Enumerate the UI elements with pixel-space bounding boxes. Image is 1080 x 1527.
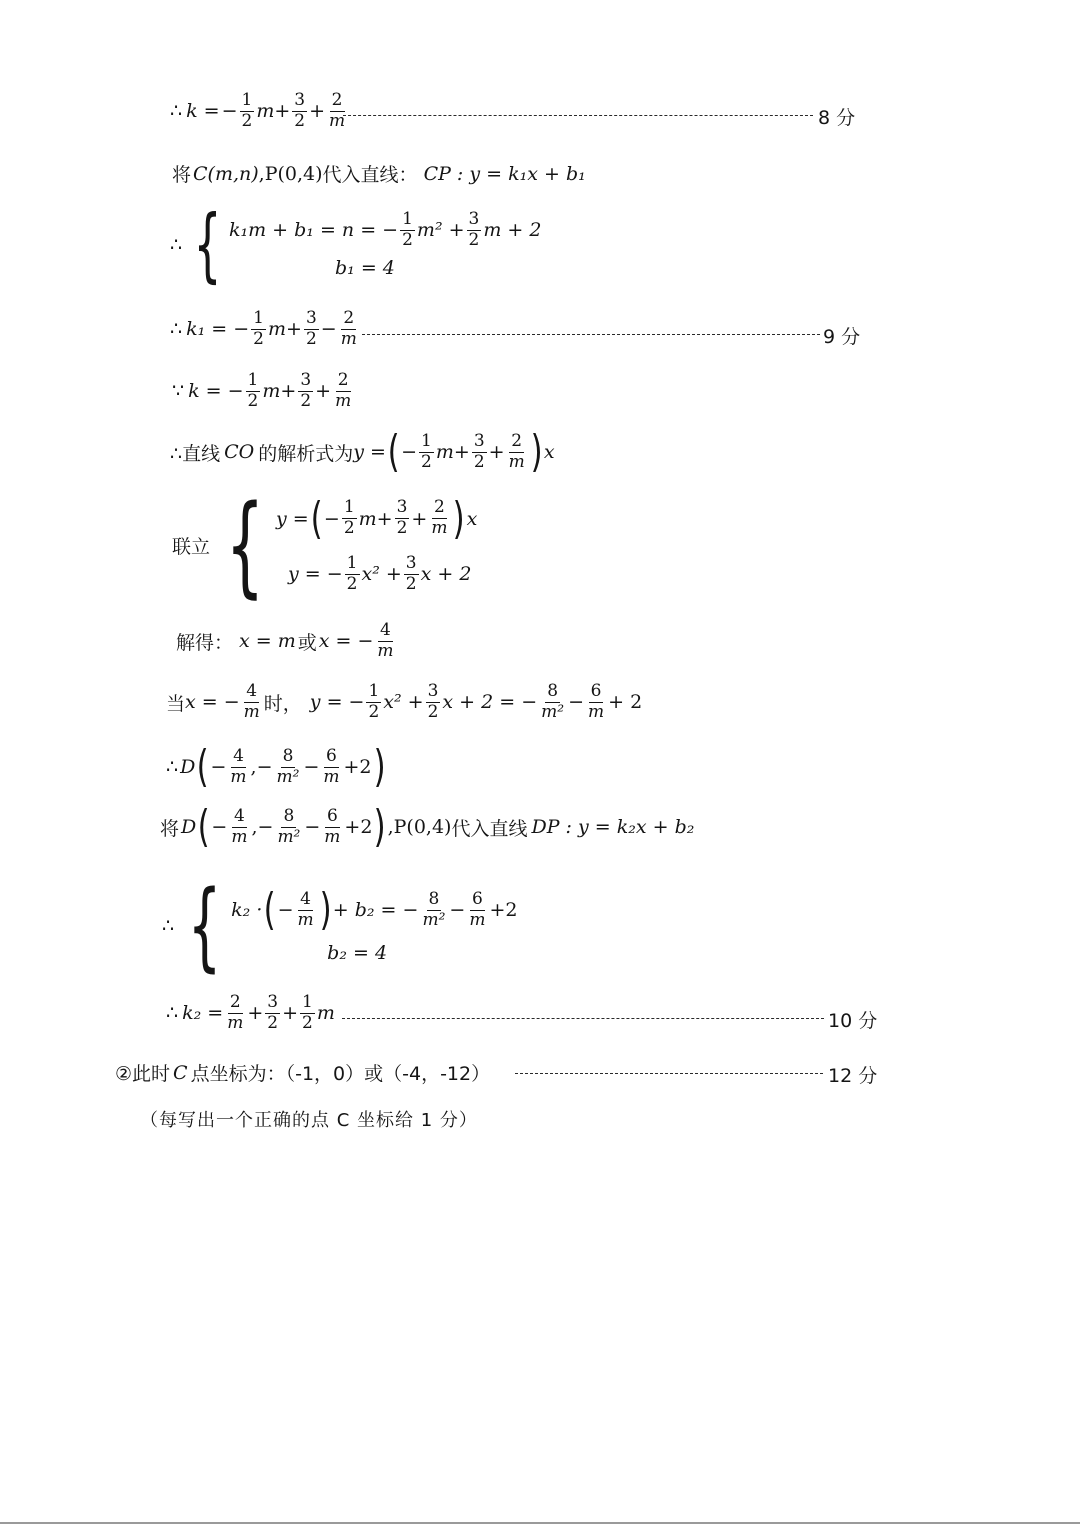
c-coordinates-answer: ②此时 C 点坐标为：（-1，0）或（-4，-12） (115, 1061, 491, 1085)
score-leader (342, 1018, 824, 1019)
when-x-statement: 当 x = − $\frac{4}{m}$ 时， y = − $\frac{1}{2}$ x² + $\frac{3}{2}$ x + 2 = − $\frac{8}{\text{m²}}$ − $\frac{6}{m}$ + 2 (166, 681, 643, 722)
fraction: $\frac{3}{2}$ (294, 90, 306, 131)
point-d: ∴ D ( − $\frac{4}{m}$ ,− $\frac{8}{\text{m²}}$ − $\frac{6}{m}$ +2 ) (166, 741, 386, 792)
system-cp: ∴ { k₁m + b₁ = n = − $\frac{1}{2}$ m² + $\frac{3}{2}$ m + 2 b₁ = 4 (170, 198, 542, 291)
k-lhs: k = (186, 100, 220, 123)
simultaneous-system: 联立 { y = ( − $\frac{1}{2}$ m + $\frac{3}{2}$ + $\frac{2}{m}$ ) x y = − $\frac{1}{2}$ x² + $\frac{3}{2}$ x + 2 (172, 481, 478, 609)
score-8: 8 分 (818, 107, 856, 129)
score-leader (343, 115, 813, 116)
substitute-dp-line: 将 D ( − $\frac{4}{m}$ ,− $\frac{8}{\text{m²}}$ − $\frac{6}{m}$ +2 ) ,P(0,4) 代入直线 DP : y = k₂x + b₂ (160, 801, 695, 852)
line-co-equation: ∴直线 CO 的解析式为 y = ( − $\frac{1}{2}$ m + $\frac{3}{2}$ + $\frac{2}{m}$ ) x (170, 426, 555, 477)
score-leader (515, 1073, 823, 1074)
score-12: 12 分 (828, 1065, 878, 1087)
score-leader (362, 334, 820, 335)
equation-k1: ∴ k₁ = − $\frac{1}{2}$ m + $\frac{3}{2}$ − $\frac{2}{m}$ (170, 308, 357, 349)
fraction: $\frac{1}{2}$ (241, 90, 253, 131)
equation-k2: ∴ k₂ = $\frac{2}{m}$ + $\frac{3}{2}$ + $\frac{1}{2}$ m (166, 992, 335, 1033)
page-bottom-edge (0, 1522, 1080, 1524)
fraction: $\frac{2}{m}$ (329, 90, 346, 131)
left-brace: { (193, 198, 222, 291)
system-dp: ∴ { k₂ · ( − $\frac{4}{m}$ ) + b₂ = − $\frac{8}{\text{m²}}$ − $\frac{6}{m}$ +2 b₂ = 4 (162, 870, 518, 982)
therefore-symbol: ∴ (170, 100, 183, 123)
score-9: 9 分 (823, 326, 861, 348)
equation-k: ∴ k = − $\frac{1}{2}$ m + $\frac{3}{2}$ + $\frac{2}{m}$ (170, 90, 346, 131)
substitute-cp-line: 将 C(m,n) ,P(0,4) 代入直线： CP : y = k₁x + b₁ (172, 162, 586, 186)
score-10: 10 分 (828, 1010, 878, 1032)
because-k: ∵ k = − $\frac{1}{2}$ m + $\frac{3}{2}$ + $\frac{2}{m}$ (172, 370, 352, 411)
solution-x: 解得： x = m 或 x = − $\frac{4}{m}$ (176, 620, 394, 661)
scoring-note: （每写出一个正确的点 C 坐标给 1 分） (140, 1110, 478, 1131)
